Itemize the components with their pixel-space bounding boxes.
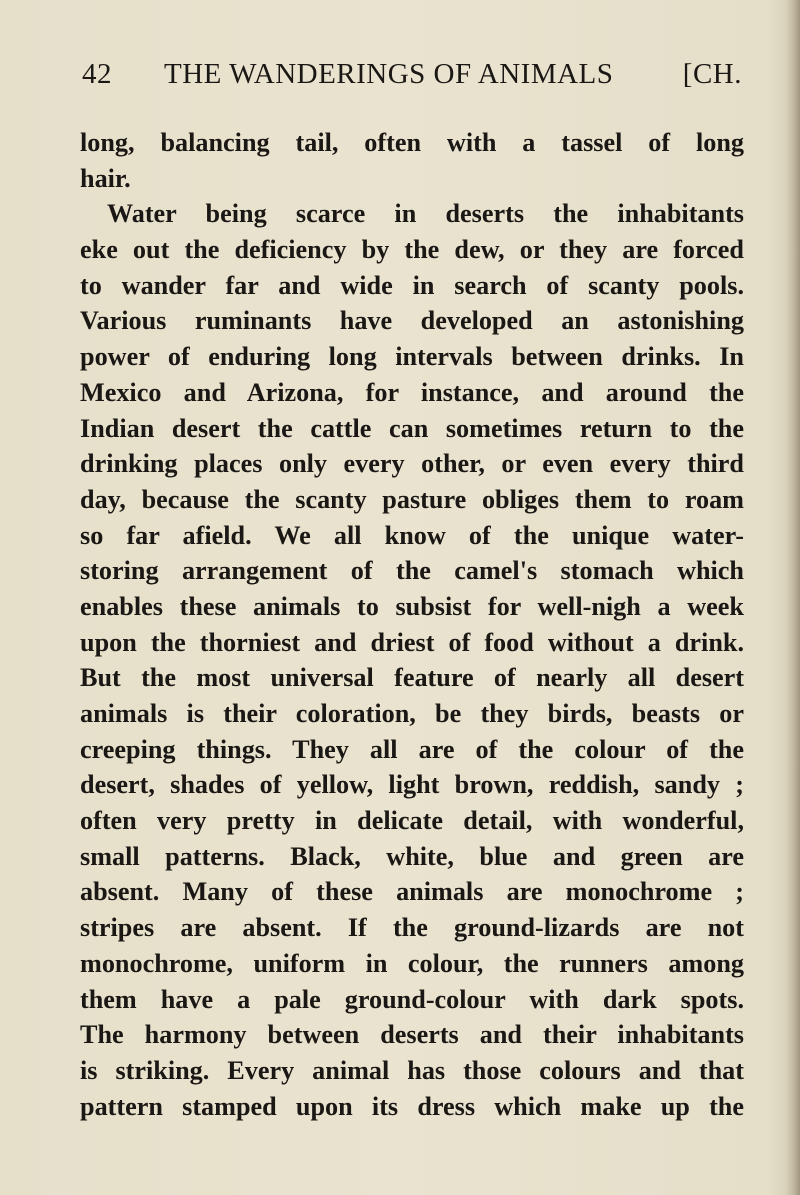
text-line: them have a pale ground-colour with dark spots. xyxy=(80,984,744,1014)
text-line: But the most universal feature of nearly all desert xyxy=(80,663,744,693)
text-line: is striking. Every animal has those colours and that xyxy=(80,1055,744,1085)
text-line: animals is their coloration, be they birds, beasts or xyxy=(80,699,744,728)
text-line: drinking places only every other, or even every third xyxy=(80,449,744,479)
page-edge-shadow xyxy=(786,0,800,1195)
text-line: so far afield. We all know of the unique water- xyxy=(80,520,744,550)
text-line: Various ruminants have developed an astonishing xyxy=(80,306,744,336)
body-text xyxy=(80,125,744,1124)
running-head xyxy=(82,58,742,98)
text-line: The harmony between deserts and their inhabitants xyxy=(80,1020,744,1050)
chapter-marker: [CH. xyxy=(682,58,742,90)
text-line: to wander far and wide in search of scanty pools. xyxy=(80,270,744,300)
text-line: monochrome, uniform in colour, the runners among xyxy=(80,948,744,978)
text-line: desert, shades of yellow, light brown, reddish, sandy ; xyxy=(80,770,744,800)
text-line: creeping things. They all are of the colour of the xyxy=(80,734,744,764)
page-number: 42 xyxy=(82,58,112,90)
text-line: upon the thorniest and driest of food without a drink. xyxy=(80,627,744,657)
text-line: hair. xyxy=(80,163,131,193)
text-line: Mexico and Arizona, for instance, and around the xyxy=(80,377,744,407)
text-line: small patterns. Black, white, blue and green are xyxy=(80,841,744,871)
text-line: often very pretty in delicate detail, with wonderful, xyxy=(80,806,744,836)
text-line: Indian desert the cattle can sometimes return to the xyxy=(80,413,744,443)
text-line: long, balancing tail, often with a tassel of long xyxy=(80,128,744,157)
text-line: day, because the scanty pasture obliges them to roam xyxy=(80,484,744,514)
text-line: Water being scarce in deserts the inhabitants xyxy=(107,199,744,229)
text-line: pattern stamped upon its dress which make up the xyxy=(80,1091,744,1121)
text-line: eke out the deficiency by the dew, or they are forced xyxy=(80,235,744,265)
running-title: THE WANDERINGS OF ANIMALS xyxy=(164,58,614,90)
text-line: enables these animals to subsist for well-nigh a week xyxy=(80,591,744,621)
text-line: stripes are absent. If the ground-lizards are not xyxy=(80,913,744,943)
text-line: storing arrangement of the camel's stomach which xyxy=(80,556,744,586)
text-line: absent. Many of these animals are monochrome ; xyxy=(80,877,744,907)
text-line: power of enduring long intervals between drinks. In xyxy=(80,342,744,372)
